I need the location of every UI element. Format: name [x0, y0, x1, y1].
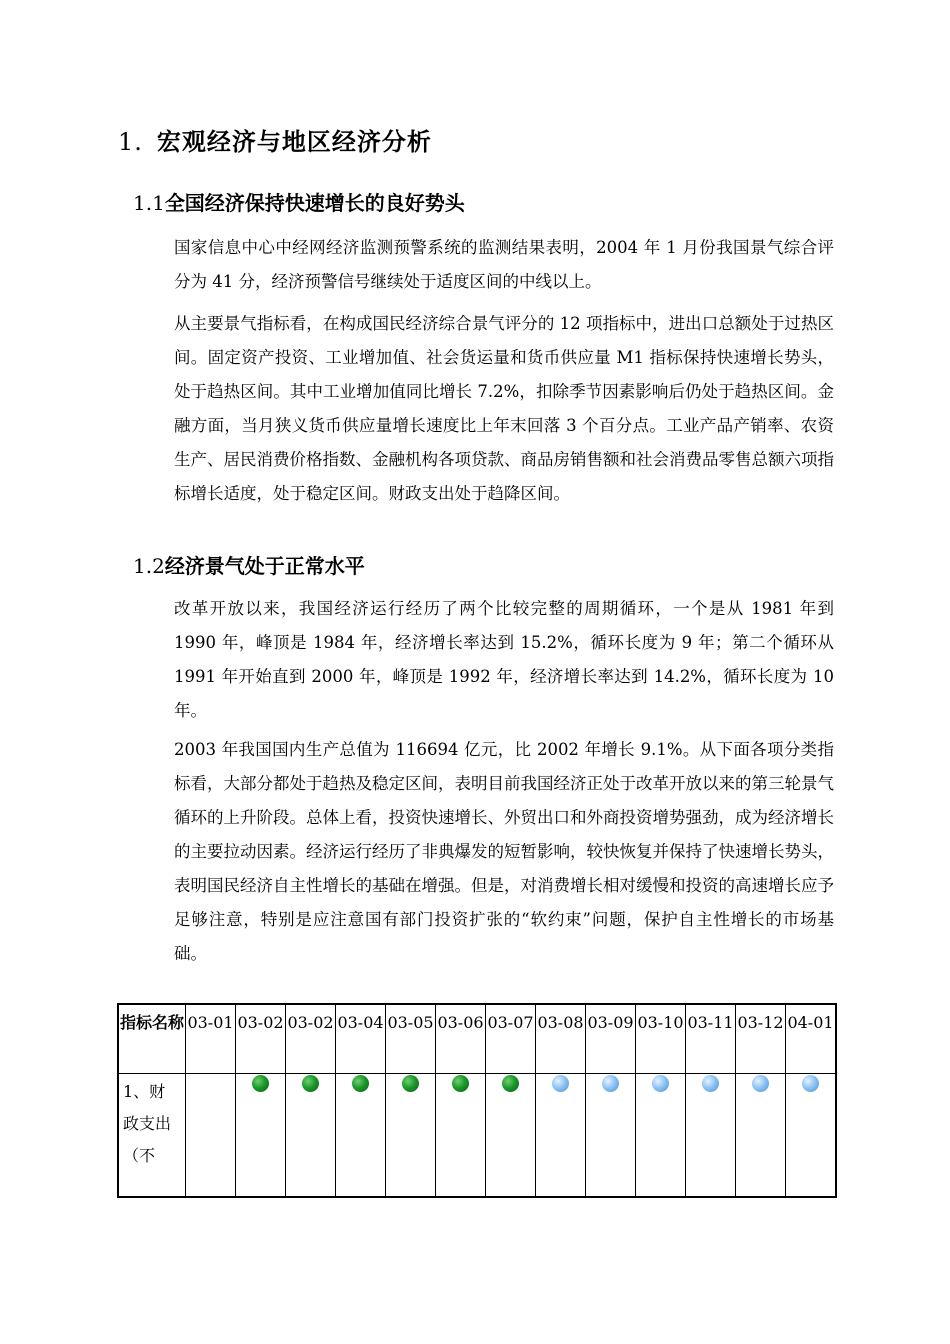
header-month-9: 03-10 [636, 1004, 686, 1074]
header-month-2: 03-02 [286, 1004, 336, 1074]
section-1-1-number: 1.1 [133, 191, 165, 215]
header-month-10: 03-11 [686, 1004, 736, 1074]
signal-cell [286, 1074, 336, 1198]
main-heading-number: 1. [118, 128, 143, 156]
section-1-1-heading [133, 187, 465, 216]
signal-cell [786, 1074, 837, 1198]
table-row [118, 1074, 836, 1198]
header-month-5: 03-06 [436, 1004, 486, 1074]
blue-signal-light-icon [802, 1075, 819, 1092]
green-signal-light-icon [352, 1075, 369, 1092]
signal-cell [436, 1074, 486, 1198]
section-1-2-paragraph-1: 改革开放以来，我国经济运行经历了两个比较完整的周期循环，一个是从 1981 年到 1990 年，峰顶是 1984 年，经济增长率达到 15.2%，循环长度为 9 年；第二个循环从 1991 年开始直到 2000 年，峰顶是 1992 年，经济增长率达到 14.2%，循环长度为 10 年。 [174, 599, 834, 720]
table-body [118, 1074, 836, 1198]
header-indicator-name: 指标名称 [118, 1004, 186, 1074]
signal-cell [736, 1074, 786, 1198]
section-1-2-title: 经济景气处于正常水平 [164, 554, 365, 578]
header-month-7: 03-08 [536, 1004, 586, 1074]
section-1-2-number: 1.2 [133, 554, 165, 578]
row-label-text: 1、财政支出（不 [123, 1082, 172, 1165]
blue-signal-light-icon [752, 1075, 769, 1092]
green-signal-light-icon [252, 1075, 269, 1092]
row-label [118, 1074, 186, 1198]
main-heading [118, 122, 432, 157]
signal-cell [236, 1074, 286, 1198]
section-1-1-title: 全国经济保持快速增长的良好势头 [164, 191, 465, 215]
section-1-2-heading [133, 550, 365, 579]
signal-cell [686, 1074, 736, 1198]
table-header-row [118, 1004, 836, 1074]
header-month-8: 03-09 [586, 1004, 636, 1074]
section-1-2-paragraph-2: 2003 年我国国内生产总值为 116694 亿元，比 2002 年增长 9.1%。从下面各项分类指标看，大部分都处于趋热及稳定区间，表明目前我国经济正处于改革开放以来的第三轮景气循环的上升阶段。总体上看，投资快速增长、外贸出口和外商投资增势强劲，成为经济增长的主要拉动因素。经济运行经历了非典爆发的短暂影响，较快恢复并保持了快速增长势头，表明国民经济自主性增长的基础在增强。但是，对消费增长相对缓慢和投资的高速增长应予足够注意，特别是应注意国有部门投资扩张的“软约束”问题，保护自主性增长的市场基础。 [174, 740, 834, 963]
blue-signal-light-icon [552, 1075, 569, 1092]
signal-cell [186, 1074, 236, 1198]
header-month-0: 03-01 [186, 1004, 236, 1074]
signal-cell [386, 1074, 436, 1198]
header-month-12: 04-01 [786, 1004, 837, 1074]
main-heading-text: 宏观经济与地区经济分析 [156, 128, 432, 156]
signal-cell [536, 1074, 586, 1198]
indicator-signal-table [117, 1003, 837, 1198]
signal-cell [336, 1074, 386, 1198]
green-signal-light-icon [302, 1075, 319, 1092]
blue-signal-light-icon [702, 1075, 719, 1092]
green-signal-light-icon [452, 1075, 469, 1092]
section-1-1-paragraph-1: 国家信息中心中经网经济监测预警系统的监测结果表明，2004 年 1 月份我国景气综合评分为 41 分，经济预警信号继续处于适度区间的中线以上。 [174, 238, 834, 291]
green-signal-light-icon [402, 1075, 419, 1092]
green-signal-light-icon [502, 1075, 519, 1092]
signal-cell [636, 1074, 686, 1198]
blue-signal-light-icon [602, 1075, 619, 1092]
header-month-11: 03-12 [736, 1004, 786, 1074]
header-month-3: 03-04 [336, 1004, 386, 1074]
header-month-6: 03-07 [486, 1004, 536, 1074]
blue-signal-light-icon [652, 1075, 669, 1092]
signal-cell [486, 1074, 536, 1198]
section-1-1-paragraph-2: 从主要景气指标看，在构成国民经济综合景气评分的 12 项指标中，进出口总额处于过热区间。固定资产投资、工业增加值、社会货运量和货币供应量 M1 指标保持快速增长势头，处于趋热区间。其中工业增加值同比增长 7.2%，扣除季节因素影响后仍处于趋热区间。金融方面，当月狭义货币供应量增长速度比上年末回落 3 个百分点。工业产品产销率、农资生产、居民消费价格指数、金融机构各项贷款、商品房销售额和社会消费品零售总额六项指标增长适度，处于稳定区间。财政支出处于趋降区间。 [174, 314, 834, 503]
header-month-4: 03-05 [386, 1004, 436, 1074]
header-month-1: 03-02 [236, 1004, 286, 1074]
signal-cell [586, 1074, 636, 1198]
